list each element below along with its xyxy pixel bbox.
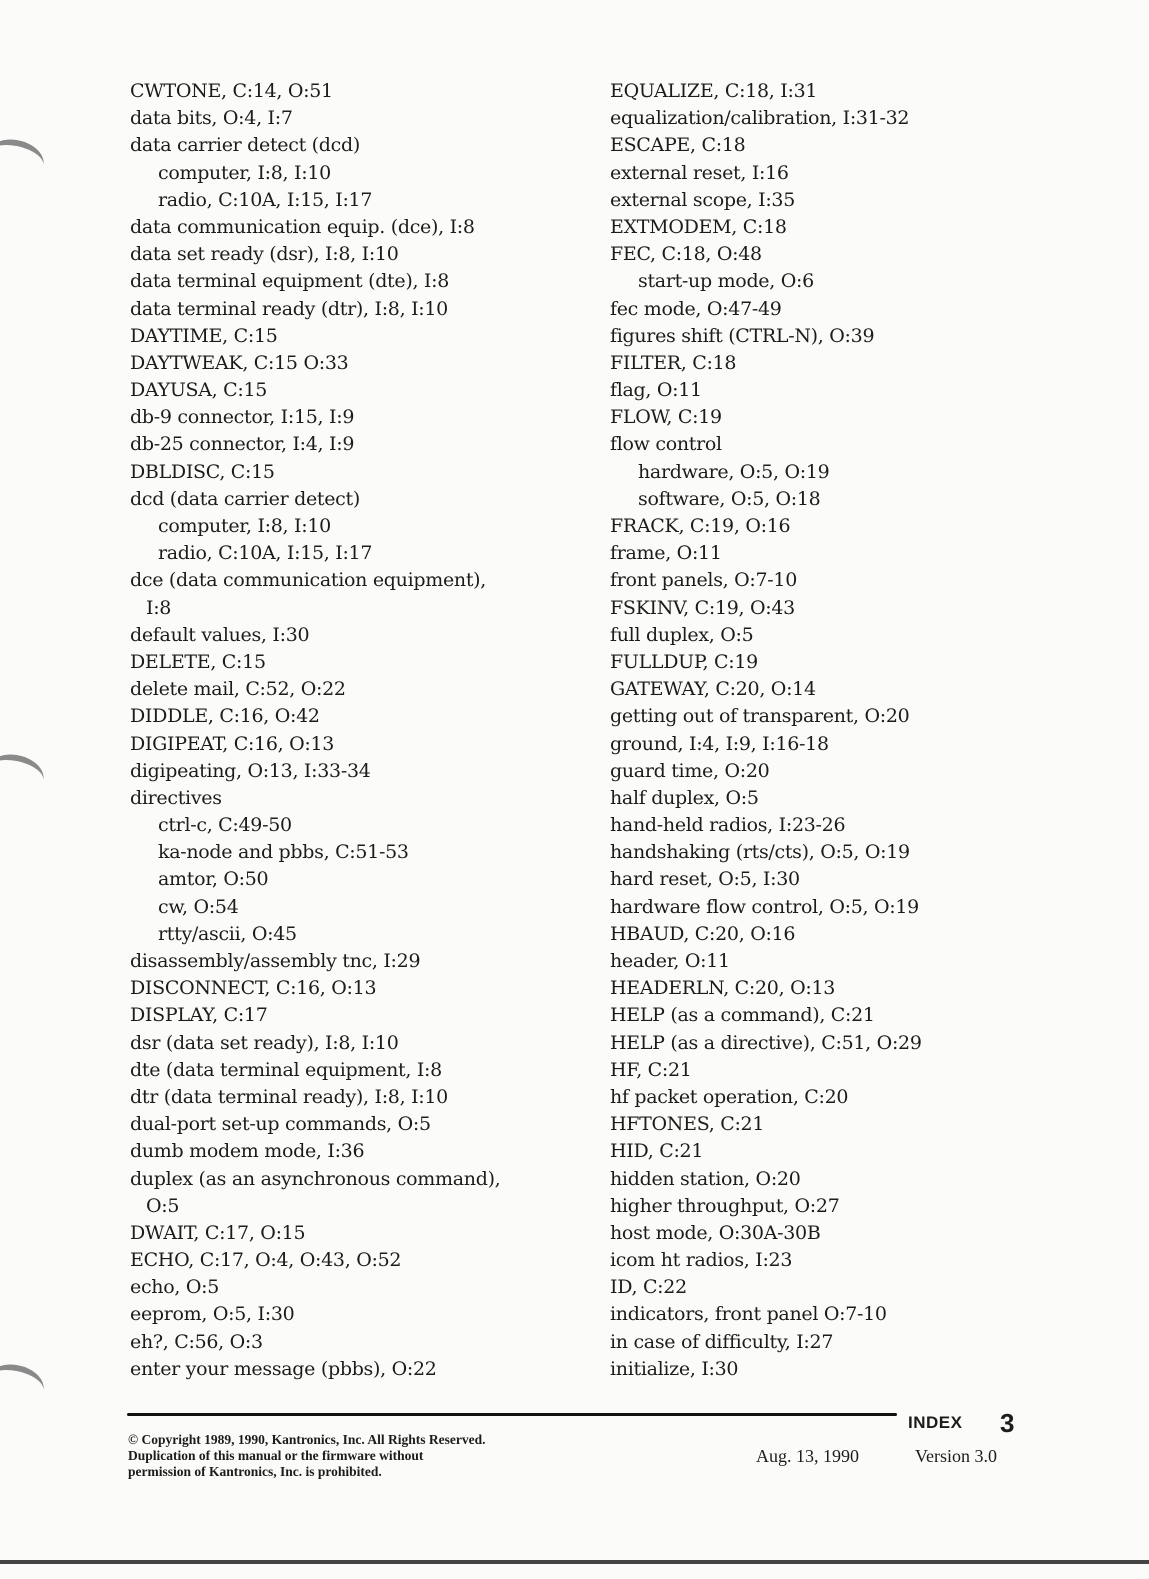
index-entry: data bits, O:4, I:7 bbox=[130, 107, 293, 130]
index-entry: FSKINV, C:19, O:43 bbox=[610, 596, 795, 619]
index-entry: FILTER, C:18 bbox=[610, 351, 737, 374]
index-entry: HELP (as a command), C:21 bbox=[610, 1004, 875, 1027]
index-subentry: cw, O:54 bbox=[158, 895, 239, 918]
index-entry: data terminal equipment (dte), I:8 bbox=[130, 270, 450, 293]
index-entry: DAYTIME, C:15 bbox=[130, 324, 278, 347]
copyright-line: © Copyright 1989, 1990, Kantronics, Inc. All Rights Reserved. bbox=[128, 1432, 486, 1447]
index-entry: DBLDISC, C:15 bbox=[130, 460, 275, 483]
index-entry: equalization/calibration, I:31-32 bbox=[610, 107, 910, 130]
index-entry: data carrier detect (dcd) bbox=[130, 134, 360, 157]
index-entry: data set ready (dsr), I:8, I:10 bbox=[130, 243, 399, 266]
index-entry: DWAIT, C:17, O:15 bbox=[130, 1221, 306, 1244]
index-entry: dual-port set-up commands, O:5 bbox=[130, 1113, 431, 1136]
index-entry: DELETE, C:15 bbox=[130, 650, 266, 673]
index-entry: frame, O:11 bbox=[610, 542, 722, 565]
index-entry: directives bbox=[130, 786, 222, 809]
index-entry: DAYTWEAK, C:15 O:33 bbox=[130, 351, 349, 374]
page-number: 3 bbox=[1000, 1408, 1015, 1438]
index-entry: getting out of transparent, O:20 bbox=[610, 705, 910, 728]
index-entry: ECHO, C:17, O:4, O:43, O:52 bbox=[130, 1249, 402, 1272]
index-entry: EXTMODEM, C:18 bbox=[610, 215, 787, 238]
index-entry: dcd (data carrier detect) bbox=[130, 487, 360, 510]
copyright-notice bbox=[128, 1432, 598, 1480]
index-entry: db-25 connector, I:4, I:9 bbox=[130, 433, 355, 456]
index-entry: HEADERLN, C:20, O:13 bbox=[610, 977, 836, 1000]
index-entry: guard time, O:20 bbox=[610, 759, 770, 782]
index-entry: external reset, I:16 bbox=[610, 161, 789, 184]
index-entry: enter your message (pbbs), O:22 bbox=[130, 1357, 437, 1380]
index-entry: hardware flow control, O:5, O:19 bbox=[610, 895, 919, 918]
index-entry: FLOW, C:19 bbox=[610, 406, 722, 429]
index-entry: delete mail, C:52, O:22 bbox=[130, 678, 346, 701]
index-entry: flag, O:11 bbox=[610, 379, 702, 402]
index-entry: default values, I:30 bbox=[130, 623, 310, 646]
index-entry: DIGIPEAT, C:16, O:13 bbox=[130, 732, 335, 755]
index-entry: HELP (as a directive), C:51, O:29 bbox=[610, 1031, 922, 1054]
index-entry: higher throughput, O:27 bbox=[610, 1194, 840, 1217]
index-entry: hard reset, O:5, I:30 bbox=[610, 868, 800, 891]
index-entry: GATEWAY, C:20, O:14 bbox=[610, 678, 816, 701]
index-entry: half duplex, O:5 bbox=[610, 786, 759, 809]
index-subentry: amtor, O:50 bbox=[158, 868, 269, 891]
index-entry: FEC, C:18, O:48 bbox=[610, 243, 762, 266]
binder-hole-top bbox=[0, 134, 48, 185]
copyright-line: permission of Kantronics, Inc. is prohibited. bbox=[128, 1464, 382, 1479]
section-label: INDEX bbox=[908, 1413, 963, 1432]
binder-hole-middle bbox=[0, 749, 48, 800]
index-entry: data terminal ready (dtr), I:8, I:10 bbox=[130, 297, 448, 320]
index-column-left bbox=[130, 78, 560, 1383]
index-entry: db-9 connector, I:15, I:9 bbox=[130, 406, 355, 429]
index-subentry: computer, I:8, I:10 bbox=[158, 161, 331, 184]
index-entry: front panels, O:7-10 bbox=[610, 569, 798, 592]
index-entry: HBAUD, C:20, O:16 bbox=[610, 922, 796, 945]
index-entry: hf packet operation, C:20 bbox=[610, 1085, 849, 1108]
index-entry: initialize, I:30 bbox=[610, 1357, 739, 1380]
index-entry: DISCONNECT, C:16, O:13 bbox=[130, 977, 377, 1000]
index-subentry: radio, C:10A, I:15, I:17 bbox=[158, 542, 373, 565]
index-entry: header, O:11 bbox=[610, 950, 730, 972]
index-entry: ID, C:22 bbox=[610, 1276, 687, 1299]
copyright-line: Duplication of this manual or the firmware without bbox=[128, 1448, 424, 1463]
index-entry: indicators, front panel O:7-10 bbox=[610, 1303, 887, 1326]
index-column-right bbox=[610, 78, 1030, 1383]
index-entry: ground, I:4, I:9, I:16-18 bbox=[610, 732, 829, 755]
index-entry: HID, C:21 bbox=[610, 1140, 704, 1163]
index-subentry: software, O:5, O:18 bbox=[638, 487, 821, 510]
index-entry: dce (data communication equipment), bbox=[130, 569, 487, 592]
index-subentry: start-up mode, O:6 bbox=[638, 270, 814, 293]
index-entry: hidden station, O:20 bbox=[610, 1167, 801, 1190]
index-entry: O:5 bbox=[146, 1194, 180, 1217]
index-entry: eeprom, O:5, I:30 bbox=[130, 1303, 295, 1326]
index-entry: hand-held radios, I:23-26 bbox=[610, 814, 846, 837]
index-entry: I:8 bbox=[146, 596, 172, 619]
index-entry: EQUALIZE, C:18, I:31 bbox=[610, 80, 818, 102]
index-entry: FRACK, C:19, O:16 bbox=[610, 515, 791, 537]
index-subentry: ctrl-c, C:49-50 bbox=[158, 814, 292, 837]
index-subentry: rtty/ascii, O:45 bbox=[158, 922, 297, 945]
footer-version: Version 3.0 bbox=[915, 1446, 997, 1466]
index-subentry: ka-node and pbbs, C:51-53 bbox=[158, 841, 409, 864]
index-entry: FULLDUP, C:19 bbox=[610, 650, 758, 673]
index-entry: handshaking (rts/cts), O:5, O:19 bbox=[610, 841, 910, 864]
index-entry: host mode, O:30A-30B bbox=[610, 1221, 821, 1244]
index-subentry: computer, I:8, I:10 bbox=[158, 515, 331, 537]
index-entry: DAYUSA, C:15 bbox=[130, 379, 268, 402]
index-entry: dte (data terminal equipment, I:8 bbox=[130, 1058, 442, 1081]
footer-rule bbox=[127, 1413, 897, 1416]
binder-hole-bottom bbox=[0, 1359, 48, 1410]
index-entry: HF, C:21 bbox=[610, 1058, 692, 1081]
footer-date: Aug. 13, 1990 bbox=[756, 1446, 859, 1466]
index-entry: full duplex, O:5 bbox=[610, 623, 754, 646]
index-entry: echo, O:5 bbox=[130, 1276, 220, 1299]
index-entry: figures shift (CTRL-N), O:39 bbox=[610, 324, 875, 347]
index-entry: digipeating, O:13, I:33-34 bbox=[130, 759, 371, 782]
index-subentry: hardware, O:5, O:19 bbox=[638, 460, 830, 483]
index-entry: disassembly/assembly tnc, I:29 bbox=[130, 950, 421, 972]
index-entry: HFTONES, C:21 bbox=[610, 1113, 765, 1136]
index-entry: flow control bbox=[610, 433, 722, 456]
index-entry: duplex (as an asynchronous command), bbox=[130, 1167, 501, 1190]
index-entry: eh?, C:56, O:3 bbox=[130, 1330, 263, 1353]
index-entry: fec mode, O:47-49 bbox=[610, 297, 782, 320]
page-bottom-edge bbox=[0, 1560, 1149, 1564]
index-entry: DIDDLE, C:16, O:42 bbox=[130, 705, 320, 728]
index-entry: dsr (data set ready), I:8, I:10 bbox=[130, 1031, 399, 1054]
index-entry: ESCAPE, C:18 bbox=[610, 134, 746, 157]
index-entry: icom ht radios, I:23 bbox=[610, 1249, 793, 1272]
index-entry: dumb modem mode, I:36 bbox=[130, 1140, 365, 1163]
index-subentry: radio, C:10A, I:15, I:17 bbox=[158, 188, 373, 211]
index-entry: in case of difficulty, I:27 bbox=[610, 1330, 834, 1353]
index-entry: external scope, I:35 bbox=[610, 188, 796, 211]
index-entry: data communication equip. (dce), I:8 bbox=[130, 215, 475, 238]
index-entry: CWTONE, C:14, O:51 bbox=[130, 80, 333, 102]
index-entry: DISPLAY, C:17 bbox=[130, 1004, 268, 1027]
index-entry: dtr (data terminal ready), I:8, I:10 bbox=[130, 1085, 448, 1108]
